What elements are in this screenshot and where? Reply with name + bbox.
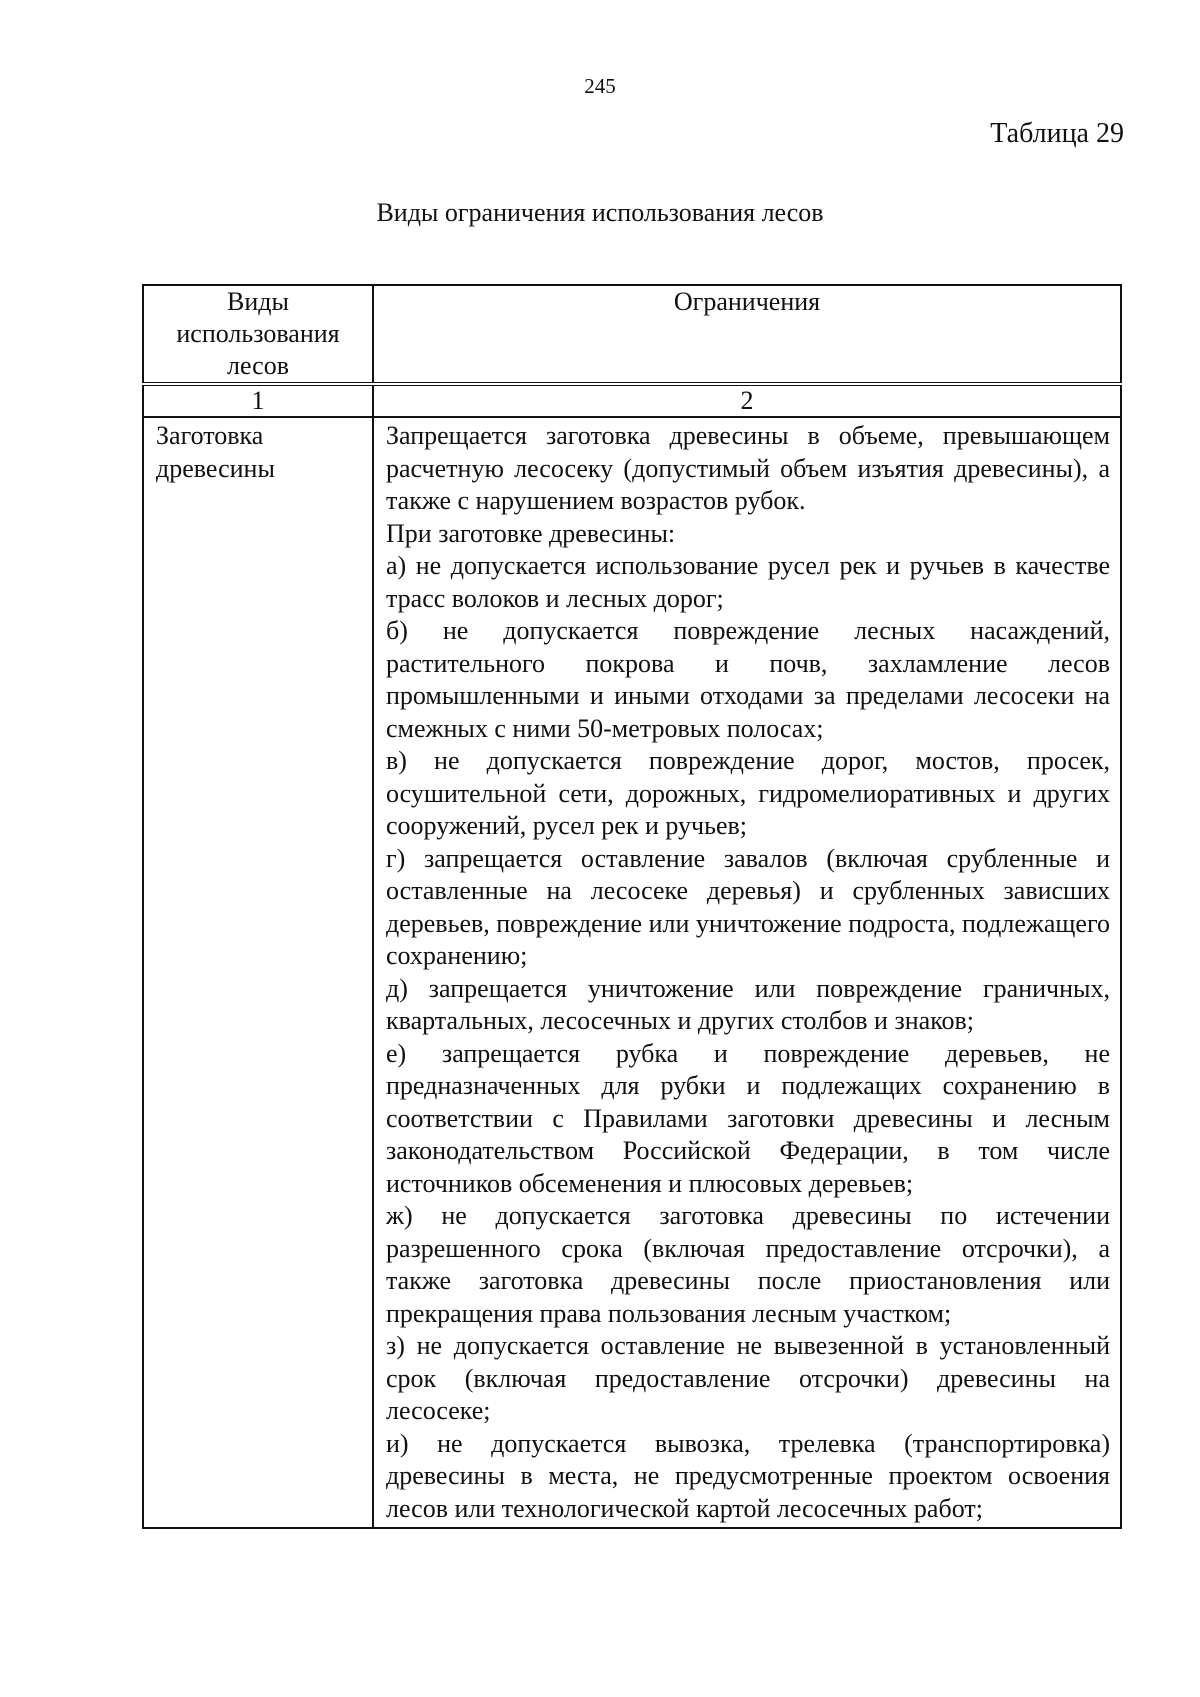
forest-use-type-cell [143,417,373,1528]
document-title: Виды ограничения использования лесов [376,198,824,227]
restrictions-table [142,284,1122,1529]
table-header-row [143,285,1121,384]
restriction-item-a: а) не допускается использование русел рек и ручьев в качестве трасс волоков и лесных дорог; [386,551,1110,613]
column-number-2: 2 [373,384,1121,417]
page-number: 245 [584,74,616,98]
restrictions-cell [373,417,1121,1528]
restriction-paragraph: При заготовке древесины: [386,518,676,548]
header-restrictions: Ограничения [373,285,1121,384]
restriction-paragraph: Запрещается заготовка древесины в объеме, превышающем расчетную лесосеку (допустимый объем изъятия древесины), а также с нарушением возрастов рубок. [386,421,1110,515]
restriction-item-v: в) не допускается повреждение дорог, мостов, просек, осушительной сети, дорожных, гидромелиоративных и других сооружений, русел рек и ручьев; [386,746,1110,840]
forest-use-type: Заготовка древесины [156,421,275,483]
table-row [143,417,1121,1528]
header-forest-use-types: Виды использования лесов [143,285,373,384]
restriction-item-z: з) не допускается оставление не вывезенной в установленный срок (включая предоставление отсрочки) древесины на лесосеке; [386,1331,1110,1425]
restriction-item-i: и) не допускается вывозка, трелевка (транспортировка) древесины в места, не предусмотренные проектом освоения лесов или технологической картой лесосечных работ; [386,1428,1110,1523]
restriction-item-e: е) запрещается рубка и повреждение деревьев, не предназначенных для рубки и подлежащих сохранению в соответствии с Правилами заготовки древесины и лесным законодательством Российской Федерации, в том числе источников обсеменения и плюсовых деревьев; [386,1038,1110,1198]
restriction-item-zh: ж) не допускается заготовка древесины по истечении разрешенного срока (включая предоставление отсрочки), а также заготовка древесины после приостановления или прекращения права пользования лесным участком; [386,1201,1110,1328]
column-number-row [143,384,1121,417]
restriction-item-g: г) запрещается оставление завалов (включая срубленные и оставленные на лесосеке деревья) и срубленных зависших деревьев, повреждение или уничтожение подроста, подлежащего сохранению; [386,843,1110,970]
restriction-item-d: д) запрещается уничтожение или повреждение граничных, квартальных, лесосечных и других столбов и знаков; [386,973,1110,1035]
column-number-1: 1 [143,384,373,417]
restriction-item-b: б) не допускается повреждение лесных насаждений, растительного покрова и почв, захламление лесов промышленными и иными отходами за пределами лесосеки на смежных с ними 50-метровых полосах; [386,616,1110,743]
table-label: Таблица 29 [990,118,1124,149]
